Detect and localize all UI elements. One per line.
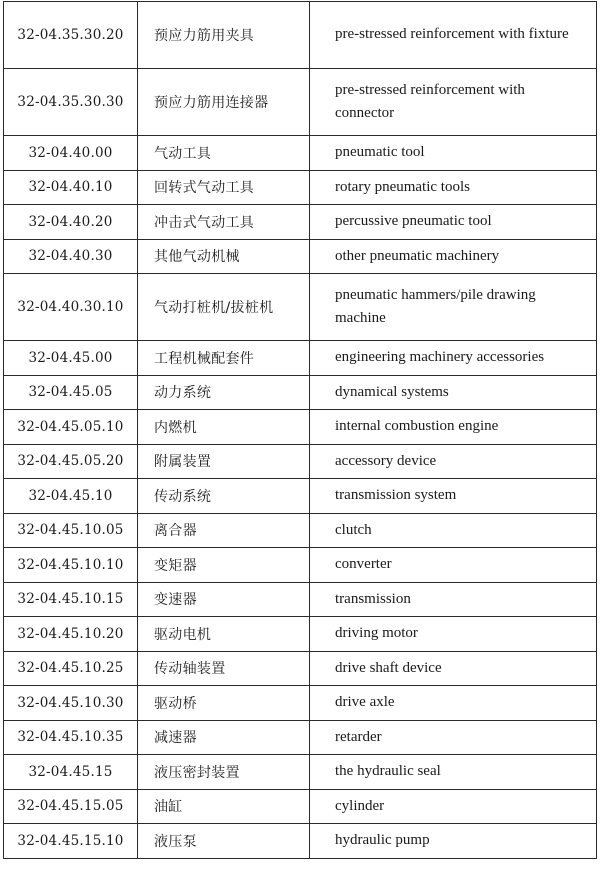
table-row	[4, 444, 597, 479]
chinese-term-cell: 气动打桩机/拔桩机	[138, 274, 310, 341]
table-row	[4, 789, 597, 824]
code-cell: 32-04.45.10.35	[4, 720, 138, 755]
table-row	[4, 479, 597, 514]
code-cell: 32-04.45.15	[4, 755, 138, 790]
table-row	[4, 239, 597, 274]
english-term-cell: rotary pneumatic tools	[310, 170, 597, 205]
chinese-term-cell: 液压密封装置	[138, 755, 310, 790]
english-term-cell: transmission system	[310, 479, 597, 514]
english-term-cell: transmission	[310, 582, 597, 617]
english-term-cell: cylinder	[310, 789, 597, 824]
table-row	[4, 755, 597, 790]
code-cell: 32-04.45.15.10	[4, 824, 138, 859]
chinese-term-cell: 传动轴装置	[138, 651, 310, 686]
chinese-term-cell: 其他气动机械	[138, 239, 310, 274]
chinese-term-cell: 液压泵	[138, 824, 310, 859]
code-cell: 32-04.45.10.10	[4, 548, 138, 583]
table-row	[4, 410, 597, 445]
terminology-table	[3, 1, 597, 859]
code-cell: 32-04.40.30	[4, 239, 138, 274]
english-term-cell: dynamical systems	[310, 375, 597, 410]
code-cell: 32-04.45.05	[4, 375, 138, 410]
code-cell: 32-04.40.10	[4, 170, 138, 205]
code-cell: 32-04.45.10.20	[4, 617, 138, 652]
english-term-cell: drive shaft device	[310, 651, 597, 686]
code-cell: 32-04.45.10.25	[4, 651, 138, 686]
table-row	[4, 205, 597, 240]
chinese-term-cell: 附属装置	[138, 444, 310, 479]
english-term-cell: pneumatic hammers/pile drawing machine	[310, 274, 597, 341]
english-term-cell: pneumatic tool	[310, 136, 597, 171]
english-term-cell: drive axle	[310, 686, 597, 721]
chinese-term-cell: 冲击式气动工具	[138, 205, 310, 240]
chinese-term-cell: 传动系统	[138, 479, 310, 514]
english-term-cell: converter	[310, 548, 597, 583]
english-term-cell: other pneumatic machinery	[310, 239, 597, 274]
table-body	[4, 2, 597, 859]
english-term-cell: hydraulic pump	[310, 824, 597, 859]
english-term-cell: pre-stressed reinforcement with connector	[310, 69, 597, 136]
chinese-term-cell: 驱动桥	[138, 686, 310, 721]
english-term-cell: driving motor	[310, 617, 597, 652]
chinese-term-cell: 油缸	[138, 789, 310, 824]
table-row	[4, 274, 597, 341]
chinese-term-cell: 预应力筋用连接器	[138, 69, 310, 136]
chinese-term-cell: 动力系统	[138, 375, 310, 410]
chinese-term-cell: 回转式气动工具	[138, 170, 310, 205]
table-row	[4, 513, 597, 548]
chinese-term-cell: 预应力筋用夹具	[138, 2, 310, 69]
table-row	[4, 651, 597, 686]
chinese-term-cell: 气动工具	[138, 136, 310, 171]
code-cell: 32-04.40.00	[4, 136, 138, 171]
chinese-term-cell: 工程机械配套件	[138, 341, 310, 376]
table-row	[4, 617, 597, 652]
code-cell: 32-04.45.10.05	[4, 513, 138, 548]
code-cell: 32-04.45.10.30	[4, 686, 138, 721]
chinese-term-cell: 变速器	[138, 582, 310, 617]
table-row	[4, 686, 597, 721]
chinese-term-cell: 内燃机	[138, 410, 310, 445]
english-term-cell: engineering machinery accessories	[310, 341, 597, 376]
code-cell: 32-04.45.05.10	[4, 410, 138, 445]
table-row	[4, 170, 597, 205]
code-cell: 32-04.45.00	[4, 341, 138, 376]
code-cell: 32-04.35.30.30	[4, 69, 138, 136]
code-cell: 32-04.45.10	[4, 479, 138, 514]
english-term-cell: internal combustion engine	[310, 410, 597, 445]
english-term-cell: percussive pneumatic tool	[310, 205, 597, 240]
table-row	[4, 824, 597, 859]
chinese-term-cell: 变矩器	[138, 548, 310, 583]
english-term-cell: retarder	[310, 720, 597, 755]
english-term-cell: pre-stressed reinforcement with fixture	[310, 2, 597, 69]
chinese-term-cell: 驱动电机	[138, 617, 310, 652]
table-row	[4, 341, 597, 376]
table-row	[4, 548, 597, 583]
table-row	[4, 2, 597, 69]
english-term-cell: clutch	[310, 513, 597, 548]
table-row	[4, 720, 597, 755]
chinese-term-cell: 减速器	[138, 720, 310, 755]
table-row	[4, 582, 597, 617]
table-row	[4, 375, 597, 410]
code-cell: 32-04.40.20	[4, 205, 138, 240]
table-row	[4, 136, 597, 171]
code-cell: 32-04.45.10.15	[4, 582, 138, 617]
chinese-term-cell: 离合器	[138, 513, 310, 548]
code-cell: 32-04.40.30.10	[4, 274, 138, 341]
code-cell: 32-04.35.30.20	[4, 2, 138, 69]
table-row	[4, 69, 597, 136]
code-cell: 32-04.45.15.05	[4, 789, 138, 824]
english-term-cell: accessory device	[310, 444, 597, 479]
english-term-cell: the hydraulic seal	[310, 755, 597, 790]
code-cell: 32-04.45.05.20	[4, 444, 138, 479]
